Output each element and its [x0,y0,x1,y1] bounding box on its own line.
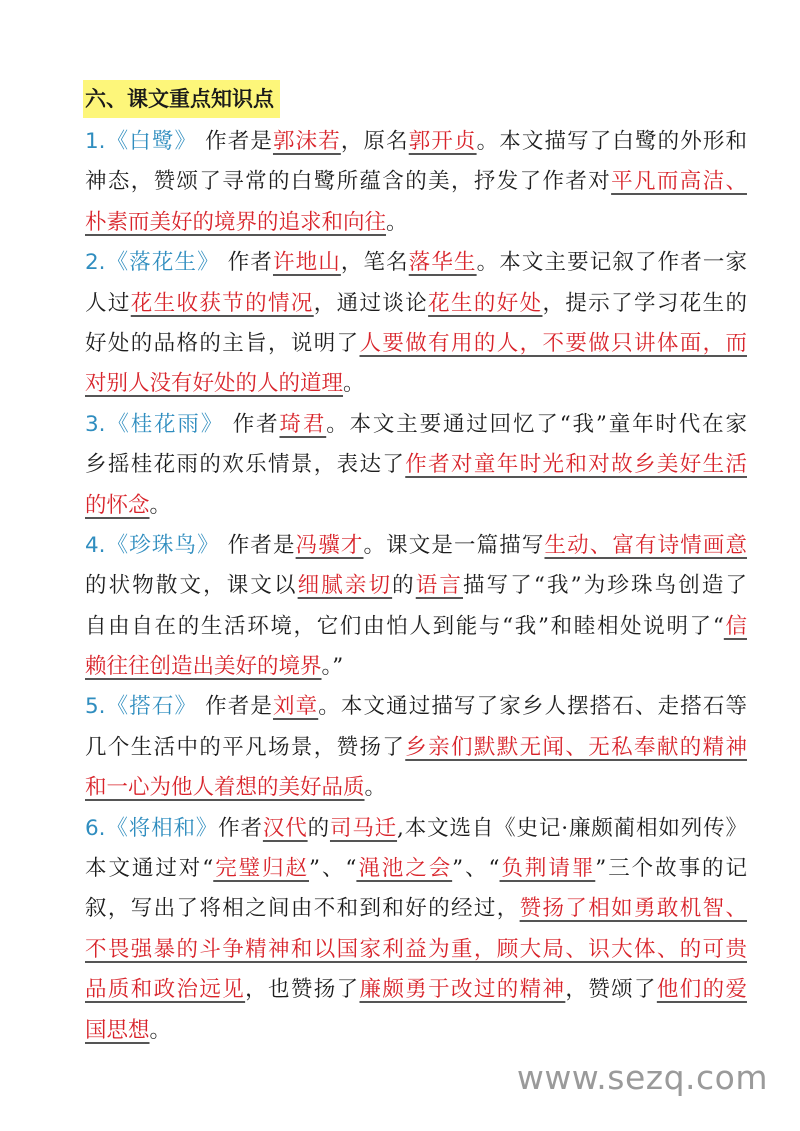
key-point: 语言 [415,573,463,599]
lesson-title: 1.《白鹭》 [85,129,198,154]
key-point: 落华生 [408,250,477,276]
body-text: 。本文通过描写了家乡人摆搭石、走搭石等 [318,694,747,720]
key-point: 人要做有用的人，不要做只讲体面，而 [359,330,747,356]
body-text: 作者是 [197,129,273,154]
body-text: 作者是 [219,532,296,558]
knowledge-item [85,405,747,526]
body-text: ，提示了学习花生的 [542,290,747,316]
body-text: 作者 [219,250,273,276]
key-point: 不畏强暴的斗争精神和以国家利益为重，顾大局、识大体、的可贵 [85,936,747,962]
body-text: ”三个故事的记 [595,856,747,882]
text-line [85,364,747,404]
body-text: 好处的品格的主旨，说明了 [85,330,360,356]
body-text: 。本文主要通过回忆了“我”童年时代在家 [326,411,747,437]
text-line [85,849,747,889]
text-line [85,647,747,687]
body-text: 作者 [224,411,280,437]
text-line [85,526,747,566]
key-point: 平凡而高洁、 [611,169,747,195]
key-point: 生动、富有诗情画意 [544,532,747,558]
text-line [85,405,747,445]
body-text: 的状物散文，课文以 [85,573,298,599]
body-text: 。本文描写了白鹭的外形和 [476,129,747,154]
key-point: 廉颇勇于改过的精神 [359,977,566,1003]
key-point: 作者对童年时光和对故乡美好生活 [405,452,747,478]
body-text: 本文通过对“ [85,856,214,882]
text-line [85,122,747,162]
body-text: 。 [149,1017,172,1043]
text-line [85,930,747,970]
body-text: 几个生活中的平凡场景，赞扬了 [85,734,406,760]
key-point: 国思想 [85,1017,150,1043]
text-line [85,162,747,202]
text-line [85,445,747,485]
text-line [85,728,747,768]
knowledge-item [85,809,747,1051]
text-line [85,324,747,364]
section-title: 六、课文重点知识点 [83,80,280,118]
key-point: 对别人没有好处的人的道理 [85,371,344,397]
body-text: 。课文是一篇描写 [363,532,545,558]
knowledge-item [85,687,747,808]
body-text: ，赞颂了 [565,977,657,1003]
body-text: 。 [149,492,172,518]
lesson-title: 3.《桂花雨》 [85,411,225,437]
key-point: 负荆请罪 [499,856,596,882]
body-text: 描写了“我”为珍珠鸟创造了 [463,573,747,599]
body-text: 。 [343,371,365,397]
text-line [85,203,747,243]
lesson-title: 2.《落花生》 [85,250,220,276]
knowledge-points [85,122,747,1051]
body-text: 。” [321,654,344,680]
body-text: ”、“ [452,856,500,882]
body-text: ,本文选自《史记·廉颇蔺相如列传》 [397,815,747,841]
key-point: 细腻亲切 [297,573,393,599]
key-point: 他们的爱 [656,977,747,1003]
key-point: 汉代 [262,815,308,841]
key-point: 的怀念 [85,492,150,518]
key-point: 赖往往创造出美好的境界 [85,654,322,680]
key-point: 品质和政治远见 [85,977,246,1003]
key-point: 冯骥才 [295,532,364,558]
key-point: 郭沫若 [272,129,341,154]
key-point: 乡亲们默默无闻、无私奉献的精神 [405,734,747,760]
text-line [85,486,747,526]
watermark: www.sezq.com [516,1058,768,1097]
knowledge-item [85,243,747,405]
document-body [85,80,747,1051]
key-point: 郭开贞 [408,129,477,154]
body-text: 。 [386,209,408,235]
body-text: 的 [307,815,330,841]
key-point: 花生的好处 [428,290,543,316]
body-text: ，笔名 [340,250,409,276]
body-text: 作者 [218,815,263,841]
key-point: 朴素而美好的境界的追求和向往 [85,209,387,235]
lesson-title: 6.《将相和》 [85,815,219,841]
body-text: ，原名 [340,129,409,154]
body-text: 自由自在的生活环境，它们由怕人到能与“我”和睦相处说明了“ [85,613,724,639]
key-point: 琦君 [279,411,327,437]
key-point: 花生收获节的情况 [130,290,314,316]
lesson-title: 4.《珍珠鸟》 [85,532,220,558]
key-point: 刘章 [272,694,319,720]
body-text: 的 [392,573,416,599]
body-text: ”、“ [309,856,357,882]
text-line [85,889,747,929]
key-point: 司马迁 [329,815,398,841]
key-point: 许地山 [272,250,341,276]
text-line [85,809,747,849]
key-point: 完璧归赵 [213,856,309,882]
text-line [85,607,747,647]
body-text: ，通过谈论 [313,290,429,316]
body-text: 。本文主要记叙了作者一家 [476,250,747,276]
key-point: 信 [723,613,747,639]
key-point: 赞扬了相如勇敢机智、 [519,896,747,922]
text-line [85,1011,747,1051]
body-text: 叙，写出了将相之间由不和到和好的经过， [85,896,520,922]
text-line [85,687,747,727]
key-point: 渑池之会 [356,856,453,882]
body-text: ，也赞扬了 [245,977,360,1003]
body-text: 乡摇桂花雨的欢乐情景，表达了 [85,452,406,478]
text-line [85,243,747,283]
body-text: 作者是 [197,694,273,720]
knowledge-item [85,526,747,688]
text-line [85,970,747,1010]
text-line [85,284,747,324]
body-text: 神态，赞颂了寻常的白鹭所蕴含的美，抒发了作者对 [85,169,612,195]
key-point: 和一心为他人着想的美好品质 [85,775,365,801]
knowledge-item [85,122,747,243]
body-text: 人过 [85,290,131,316]
text-line [85,768,747,808]
lesson-title: 5.《搭石》 [85,694,198,720]
text-line [85,566,747,606]
body-text: 。 [364,775,387,801]
